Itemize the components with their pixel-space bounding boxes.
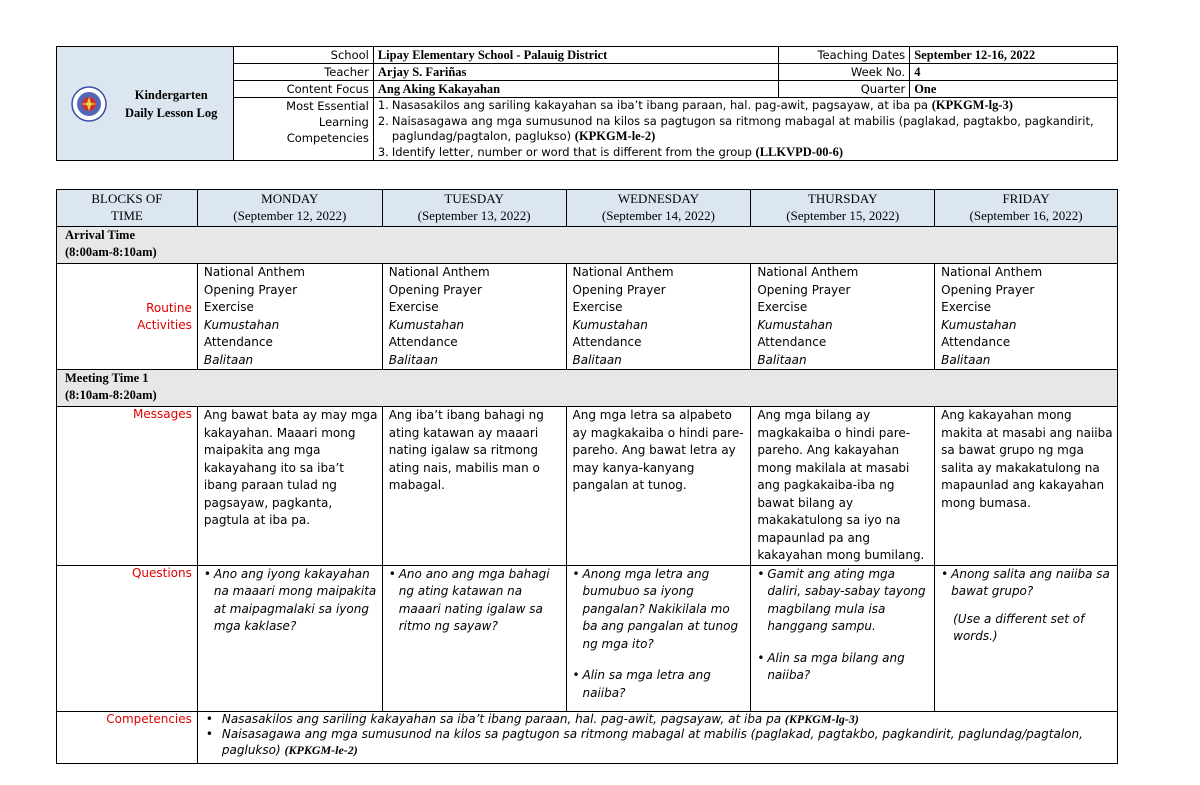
teaching-dates-label: Teaching Dates — [779, 47, 910, 64]
school-value: Lipay Elementary School - Palauig District — [373, 47, 778, 64]
school-label: School — [233, 47, 373, 64]
questions-wednesday: • Anong mga letra ang bumubuo sa iyong pangalan? Nakikilala mo ba ang pangalan at tunog ng mga ito? • Alin sa mga letra ang naiiba? — [566, 565, 751, 711]
teacher-value: Arjay S. Fariñas — [373, 64, 778, 81]
competencies-label: Competencies — [57, 711, 198, 763]
arrival-section-row — [57, 227, 1118, 264]
mel-list-cell — [373, 98, 1117, 161]
message-friday: Ang kakayahan mong makita at masabi ang naiiba sa bawat grupo ng mga salita ay makakatulong na mapaunlad ang kakayahan mong bumasa. — [935, 407, 1118, 566]
mel-label: Most Essential Learning Competencies — [233, 98, 373, 161]
week-label: Week No. — [779, 64, 910, 81]
competency-item: • Nasasakilos ang sariling kakayahan sa iba’t ibang paraan, hal. pag-awit, pagsayaw, at iba pa (KPKGM-lg-3) — [205, 711, 859, 726]
routine-cell-friday: National Anthem Opening Prayer Exercise Kumustahan Attendance Balitaan — [935, 264, 1118, 370]
arrival-time-title: Arrival Time (8:00am-8:10am) — [57, 227, 1118, 264]
mel-item: 2. Naisasagawa ang mga sumusunod na kilos sa pagtugon sa ritmong mabagal at mabilis (paglakad, pagtakbo, pagkandirit, paglundag/pagtalon, paglukso) (KPKGM-le-2) — [377, 113, 1094, 143]
routine-row — [57, 264, 1118, 370]
questions-label: Questions — [57, 565, 198, 711]
messages-row — [57, 407, 1118, 566]
content-focus-value: Ang Aking Kakayahan — [373, 81, 778, 98]
deped-seal-icon — [71, 86, 107, 122]
column-header-row — [57, 190, 1118, 227]
routine-activities-label: Routine Activities — [57, 264, 198, 370]
message-tuesday: Ang iba’t ibang bahagi ng ating katawan ay maaari nating igalaw sa ritmong ating nais, mabilis man o mabagal. — [382, 407, 566, 566]
schedule-table — [56, 189, 1118, 764]
week-value: 4 — [910, 64, 1118, 81]
message-wednesday: Ang mga letra sa alpabeto ay magkakaiba o hindi pare-pareho. Ang bawat letra ay may kanya-kanyang pangalan at tunog. — [566, 407, 751, 566]
header-table — [56, 46, 1118, 161]
competencies-row — [57, 711, 1118, 763]
mel-item: 3. Identify letter, number or word that is different from the group (LLKVPD-00-6) — [377, 144, 844, 159]
questions-monday: • Ano ang iyong kakayahan na maaari mong maipakita at maipagmalaki sa iyong mga kaklase? — [197, 565, 382, 711]
questions-friday: • Anong salita ang naiiba sa bawat grupo? (Use a different set of words.) — [935, 565, 1118, 711]
teaching-dates-value: September 12-16, 2022 — [910, 47, 1118, 64]
message-thursday: Ang mga bilang ay magkakaiba o hindi pare-pareho. Ang kakayahan mong makilala at masabi ang pagkakaiba-iba ng bawat bilang ay makakatulong sa iyo na mapaunlad pa ang kakayahan mong bumilang. — [751, 407, 935, 566]
logo-cell — [57, 47, 234, 161]
questions-tuesday: • Ano ano ang mga bahagi ng ating katawan na maaari nating igalaw sa ritmo ng sayaw? — [382, 565, 566, 711]
content-focus-label: Content Focus — [233, 81, 373, 98]
routine-cell-monday: National Anthem Opening Prayer Exercise Kumustahan Attendance Balitaan — [197, 264, 382, 370]
quarter-value: One — [910, 81, 1118, 98]
document-title: Kindergarten Daily Lesson Log — [125, 87, 218, 120]
questions-row — [57, 565, 1118, 711]
message-monday: Ang bawat bata ay may mga kakayahan. Maaari mong maipakita ang mga kakayahang ito sa iba’t ibang paraan tulad ng pagsayaw, pagkanta, pagtula at iba pa. — [197, 407, 382, 566]
monday-header: MONDAY (September 12, 2022) — [197, 190, 382, 227]
quarter-label: Quarter — [779, 81, 910, 98]
competencies-list — [197, 711, 1117, 763]
questions-thursday: • Gamit ang ating mga daliri, sabay-sabay tayong magbilang mula isa hanggang sampu. • Alin sa mga bilang ang naiiba? — [751, 565, 935, 711]
teacher-label: Teacher — [233, 64, 373, 81]
blocks-of-time-header: BLOCKS OF TIME — [57, 190, 198, 227]
wednesday-header: WEDNESDAY (September 14, 2022) — [566, 190, 751, 227]
messages-label: Messages — [57, 407, 198, 566]
meeting-time-title: Meeting Time 1 (8:10am-8:20am) — [57, 370, 1118, 407]
mel-item: 1. Nasasakilos ang sariling kakayahan sa iba’t ibang paraan, hal. pag-awit, pagsayaw, at iba pa (KPKGM-lg-3) — [377, 98, 1013, 112]
routine-cell-thursday: National Anthem Opening Prayer Exercise Kumustahan Attendance Balitaan — [751, 264, 935, 370]
competency-item: • Naisasagawa ang mga sumusunod na kilos sa pagtugon sa ritmong mabagal at mabilis (paglakad, pagtakbo, pagkandirit, paglundag/pagtalon, paglukso) (KPKGM-le-2) — [205, 727, 1083, 757]
meeting-section-row — [57, 370, 1118, 407]
thursday-header: THURSDAY (September 15, 2022) — [751, 190, 935, 227]
mel-list — [374, 98, 1117, 160]
routine-cell-wednesday: National Anthem Opening Prayer Exercise Kumustahan Attendance Balitaan — [566, 264, 751, 370]
tuesday-header: TUESDAY (September 13, 2022) — [382, 190, 566, 227]
routine-cell-tuesday: National Anthem Opening Prayer Exercise Kumustahan Attendance Balitaan — [382, 264, 566, 370]
friday-header: FRIDAY (September 16, 2022) — [935, 190, 1118, 227]
